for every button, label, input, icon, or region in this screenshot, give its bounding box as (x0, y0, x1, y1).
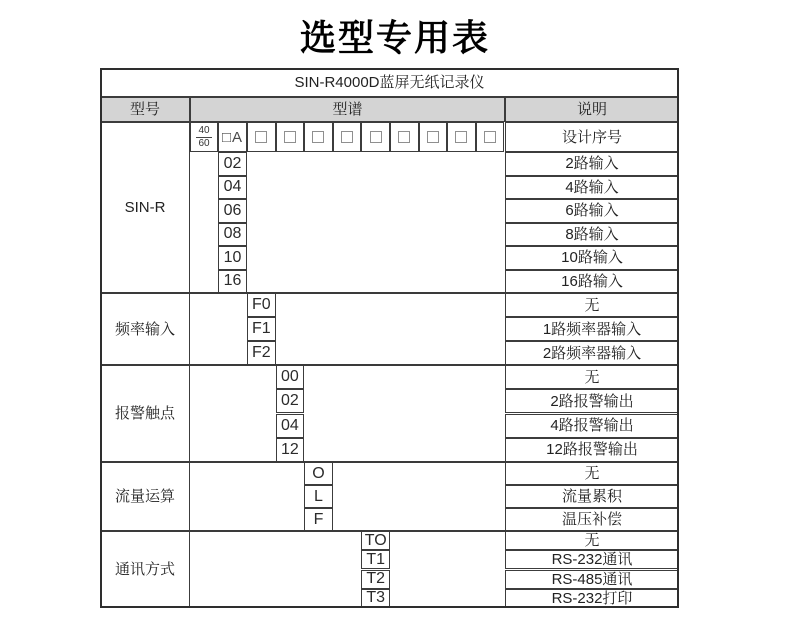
option-box-icon (284, 131, 296, 143)
section-divider (100, 461, 679, 463)
option-box-icon (484, 131, 496, 143)
model-cell-communication: 通讯方式 (100, 531, 190, 608)
design-box-cell (247, 122, 276, 152)
desc-cell: 无 (505, 365, 679, 389)
fraction (196, 125, 211, 149)
desc-cell: 无 (505, 531, 679, 550)
desc-cell: 无 (505, 462, 679, 485)
code-cell: T2 (361, 570, 390, 589)
desc-cell: 温压补偿 (505, 508, 679, 531)
design-box-cell (447, 122, 476, 152)
desc-cell: 1路频率器输入 (505, 317, 679, 341)
code-cell: 10 (218, 246, 247, 270)
fraction-bottom: 60 (198, 137, 210, 149)
desc-cell: 16路输入 (505, 270, 679, 294)
desc-cell: 2路报警输出 (505, 389, 679, 413)
header-model: 型号 (100, 97, 190, 122)
design-box-cell (276, 122, 305, 152)
desc-cell: 4路报警输出 (505, 414, 679, 438)
section-divider (100, 530, 679, 532)
desc-cell: 4路输入 (505, 176, 679, 200)
design-box-cell (361, 122, 390, 152)
design-description: 设计序号 (505, 122, 679, 152)
option-box-icon (370, 131, 382, 143)
option-box-icon (455, 131, 467, 143)
design-box-cell (333, 122, 362, 152)
code-cell: T3 (361, 589, 390, 608)
code-cell: 04 (276, 414, 305, 438)
design-box-cell (304, 122, 333, 152)
code-cell: 00 (276, 365, 305, 389)
code-cell: 16 (218, 270, 247, 294)
code-cell: O (304, 462, 333, 485)
code-cell: 12 (276, 438, 305, 462)
selection-table (100, 68, 679, 608)
code-cell: F2 (247, 341, 276, 365)
design-prefix-cell: □A (218, 122, 247, 152)
design-box-cell (390, 122, 419, 152)
code-cell: F0 (247, 293, 276, 317)
desc-cell: 10路输入 (505, 246, 679, 270)
design-box-cell (419, 122, 448, 152)
fraction-top: 40 (198, 125, 210, 136)
desc-cell: RS-485通讯 (505, 570, 679, 589)
table-title: SIN-R4000D蓝屏无纸记录仪 (100, 68, 679, 97)
option-box-icon (255, 131, 267, 143)
section-divider (100, 364, 679, 366)
desc-cell: RS-232打印 (505, 589, 679, 608)
desc-cell: 12路报警输出 (505, 438, 679, 462)
model-cell-sin-r: SIN-R (100, 122, 190, 293)
option-box-icon (398, 131, 410, 143)
option-box-icon (341, 131, 353, 143)
desc-cell: 8路输入 (505, 223, 679, 247)
code-cell: 02 (276, 389, 305, 413)
code-cell: 04 (218, 176, 247, 200)
code-cell: TO (361, 531, 390, 550)
section-divider (100, 292, 679, 294)
model-cell-frequency-input: 频率输入 (100, 293, 190, 365)
desc-cell: RS-232通讯 (505, 550, 679, 569)
desc-cell: 2路输入 (505, 152, 679, 176)
model-cell-alarm-contact: 报警触点 (100, 365, 190, 462)
model-cell-flow-calculation: 流量运算 (100, 462, 190, 531)
design-box-cell (476, 122, 505, 152)
header-spectrum: 型谱 (190, 97, 505, 122)
code-cell: L (304, 485, 333, 508)
option-box-icon (312, 131, 324, 143)
desc-cell: 6路输入 (505, 199, 679, 223)
page-title: 选型专用表 (299, 17, 490, 58)
option-box-icon (427, 131, 439, 143)
design-fraction-cell (190, 122, 218, 152)
desc-cell: 2路频率器输入 (505, 341, 679, 365)
desc-cell: 流量累积 (505, 485, 679, 508)
code-cell: F1 (247, 317, 276, 341)
code-cell: T1 (361, 550, 390, 569)
code-cell: F (304, 508, 333, 531)
code-cell: 06 (218, 199, 247, 223)
code-cell: 08 (218, 223, 247, 247)
desc-cell: 无 (505, 293, 679, 317)
code-cell: 02 (218, 152, 247, 176)
header-description: 说明 (505, 97, 679, 122)
